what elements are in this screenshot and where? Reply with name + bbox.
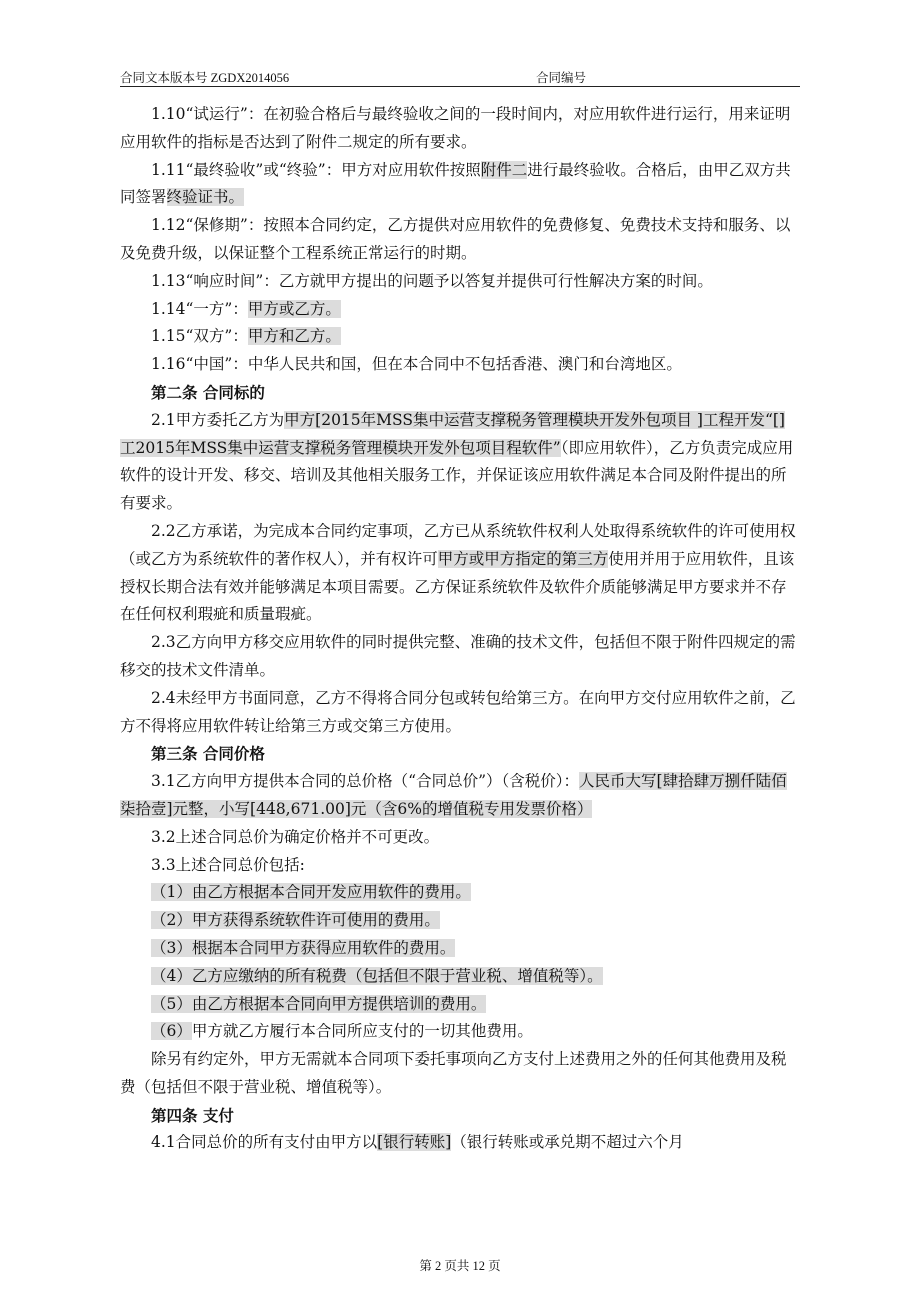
section-heading-4: 第四条 支付 — [151, 1105, 234, 1125]
price-item: （1）由乙方根据本合同开发应用软件的费用。 — [151, 883, 471, 902]
contract-version-label: 合同文本版本号 ZGDX2014056 — [120, 71, 290, 85]
clause-1-15: 1.15“双方”：甲方和乙方。 — [151, 327, 341, 346]
highlight-final-cert: 终验证书。 — [166, 188, 245, 207]
price-item: （6）甲方就乙方履行本合同所应支付的一切其他费用。 — [151, 1022, 533, 1041]
clause-2-1: 2.1甲方委托乙方为甲方[2015年MSS集中运营支撑税务管理模块开发外包项目 ]工程开发“[]工2015年MSS集中运营支撑税务管理模块开发外包项目程软件”（即应用软件），乙方负责完成应用软件的设计开发、移交、培训及其他相关服务工作，并保证该应用软件满足本合同及附件提出的所有要求。 — [120, 410, 794, 513]
clause-2-4: 2.4未经甲方书面同意，乙方不得将合同分包或转包给第三方。在向甲方交付应用软件之前，乙方不得将应用软件转让给第三方或交第三方使用。 — [120, 688, 796, 735]
clause-1-11: 1.11“最终验收”或“终验”：甲方对应用软件按照附件二进行最终验收。合格后，由甲乙双方共同签署终验证书。 — [120, 160, 791, 207]
price-item: （3）根据本合同甲方获得应用软件的费用。 — [151, 938, 456, 957]
price-item: （5）由乙方根据本合同向甲方提供培训的费用。 — [151, 994, 487, 1013]
clause-1-13: 1.13“响应时间”：乙方就甲方提出的问题予以答复并提供可行性解决方案的时间。 — [151, 271, 713, 290]
section-heading-2: 第二条 合同标的 — [151, 382, 265, 402]
highlight-contract-price: 人民币大写[肆拾肆万捌仟陆佰柒拾壹]元整，小写[448,671.00]元（含6%的增值税专用发票价格） — [120, 772, 787, 818]
clause-2-2: 2.2乙方承诺，为完成本合同约定事项，乙方已从系统软件权利人处取得系统软件的许可使用权（或乙方为系统软件的著作权人），并有权许可甲方或甲方指定的第三方使用并用于应用软件，且该授权长期合法有效并能够满足本项目需要。乙方保证系统软件及软件介质能够满足甲方要求并不存在任何权利瑕疵和质量瑕疵。 — [120, 521, 796, 624]
price-item: （4）乙方应缴纳的所有税费（包括但不限于营业税、增值税等）。 — [151, 966, 603, 985]
clause-3-2: 3.2上述合同总价为确定价格并不可更改。 — [151, 827, 440, 846]
document-body — [120, 101, 800, 1157]
clause-1-12: 1.12“保修期”：按照本合同约定，乙方提供对应用软件的免费修复、免费技术支持和服务、以及免费升级，以保证整个工程系统正常运行的时期。 — [120, 216, 791, 262]
price-item: （2）甲方获得系统软件许可使用的费用。 — [151, 911, 440, 930]
highlight-appendix-2: 附件二 — [480, 160, 528, 179]
highlight-project-name: 甲方[2015年MSS集中运营支撑税务管理模块开发外包项目 ]工程开发“[]工2015年MSS集中运营支撑税务管理模块开发外包项目程软件” — [120, 410, 785, 457]
highlight-one-party: 甲方或乙方。 — [247, 299, 341, 318]
clause-1-10: 1.10“试运行”：在初验合格后与最终验收之间的一段时间内，对应用软件进行运行，用来证明应用软件的指标是否达到了附件二规定的所有要求。 — [120, 105, 791, 151]
page-header — [120, 66, 800, 87]
section-heading-3: 第三条 合同价格 — [151, 744, 265, 764]
clause-1-16: 1.16“中国”：中华人民共和国，但在本合同中不包括香港、澳门和台湾地区。 — [151, 355, 682, 374]
clause-2-3: 2.3乙方向甲方移交应用软件的同时提供完整、准确的技术文件，包括但不限于附件四规定的需移交的技术文件清单。 — [120, 633, 796, 679]
highlight-payment-method: [银行转账] — [377, 1133, 452, 1152]
clause-3-note: 除另有约定外，甲方无需就本合同项下委托事项向乙方支付上述费用之外的任何其他费用及税费（包括但不限于营业税、增值税等）。 — [120, 1050, 787, 1096]
clause-3-1: 3.1乙方向甲方提供本合同的总价格（“合同总价”）（含税价）：人民币大写[肆拾肆万捌仟陆佰柒拾壹]元整，小写[448,671.00]元（含6%的增值税专用发票价格） — [120, 772, 787, 818]
page-footer: 第 2 页共 12 页 — [419, 1259, 501, 1273]
clause-3-3: 3.3上述合同总价包括: — [151, 855, 305, 874]
highlight-third-party: 甲方或甲方指定的第三方 — [437, 549, 609, 568]
clause-4-1: 4.1合同总价的所有支付由甲方以[银行转账]（银行转账或承兑期不超过六个月 — [151, 1133, 684, 1152]
highlight-both-parties: 甲方和乙方。 — [247, 327, 341, 346]
clause-1-14: 1.14“一方”：甲方或乙方。 — [151, 299, 341, 318]
contract-number-label: 合同编号 — [536, 71, 587, 85]
